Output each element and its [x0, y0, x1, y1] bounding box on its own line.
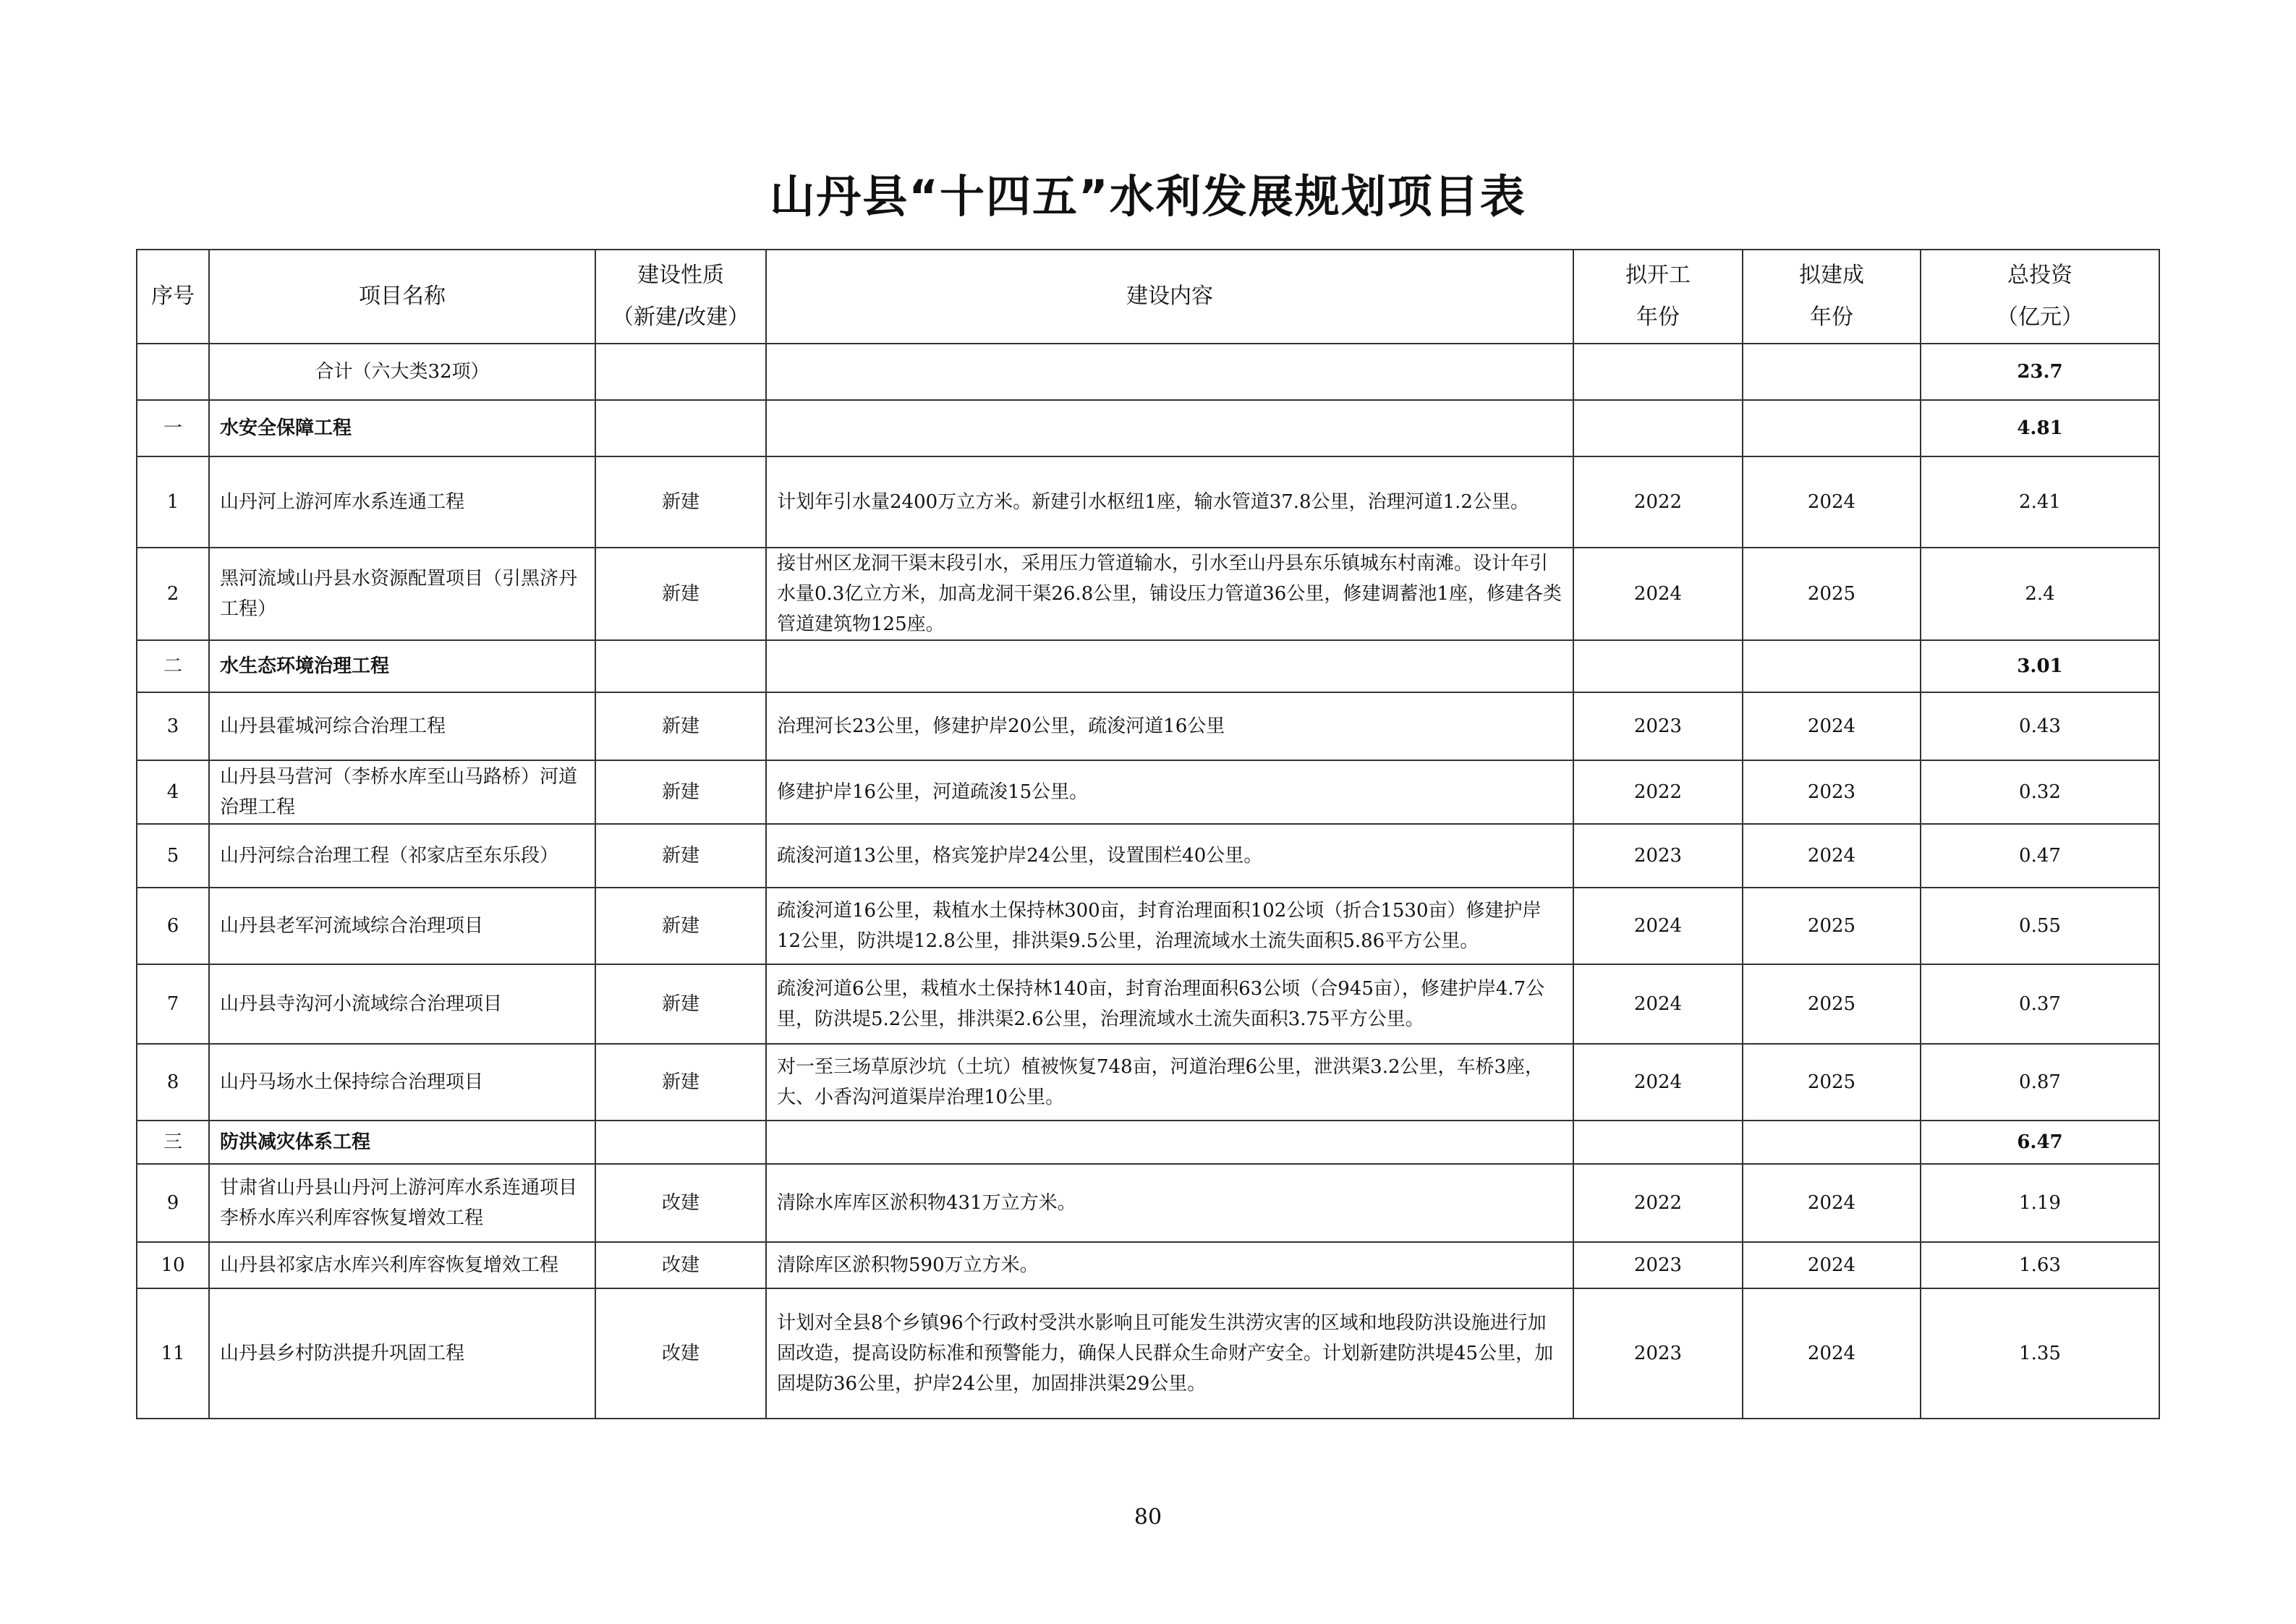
cell-content: 疏浚河道13公里，格宾笼护岸24公里，设置围栏40公里。 [766, 824, 1573, 888]
cell-content: 对一至三场草原沙坑（土坑）植被恢复748亩，河道治理6公里，泄洪渠3.2公里，车桥3座，大、小香沟河道渠岸治理10公里。 [766, 1044, 1573, 1121]
cell-start-year [1573, 344, 1743, 400]
cell-seq: 2 [137, 548, 209, 640]
table-row-total [137, 344, 2159, 400]
table-row-category [137, 1121, 2159, 1164]
cell-name: 山丹县乡村防洪提升巩固工程 [209, 1288, 595, 1419]
header-content: 建设内容 [766, 250, 1573, 344]
cell-nature: 新建 [595, 456, 766, 548]
cell-start-year: 2024 [1573, 1044, 1743, 1121]
cell-start-year [1573, 400, 1743, 456]
cell-seq: 11 [137, 1288, 209, 1419]
cell-start-year: 2024 [1573, 888, 1743, 964]
cell-end-year [1743, 1121, 1921, 1164]
cell-investment: 1.19 [1921, 1164, 2159, 1242]
project-table [136, 249, 2160, 1419]
cell-name: 山丹县霍城河综合治理工程 [209, 692, 595, 760]
cell-nature: 新建 [595, 1044, 766, 1121]
cell-nature: 新建 [595, 964, 766, 1044]
cell-start-year: 2024 [1573, 548, 1743, 640]
cell-end-year: 2024 [1743, 824, 1921, 888]
page-title: 山丹县“十四五”水利发展规划项目表 [770, 170, 1526, 223]
cell-nature [595, 1121, 766, 1164]
cell-seq: 10 [137, 1242, 209, 1288]
table-row [137, 760, 2159, 824]
table-row [137, 888, 2159, 964]
cell-start-year: 2023 [1573, 1242, 1743, 1288]
table-row [137, 1242, 2159, 1288]
cell-start-year: 2022 [1573, 456, 1743, 548]
table-header-row [137, 250, 2159, 344]
cell-nature: 新建 [595, 760, 766, 824]
cell-end-year: 2025 [1743, 548, 1921, 640]
table-row [137, 456, 2159, 548]
cell-name: 甘肃省山丹县山丹河上游河库水系连通项目李桥水库兴利库容恢复增效工程 [209, 1164, 595, 1242]
cell-name: 水安全保障工程 [209, 400, 595, 456]
cell-investment: 2.41 [1921, 456, 2159, 548]
cell-nature: 新建 [595, 692, 766, 760]
header-nature: 建设性质 （新建/改建） [595, 250, 766, 344]
cell-end-year: 2023 [1743, 760, 1921, 824]
cell-start-year: 2024 [1573, 964, 1743, 1044]
cell-seq: 一 [137, 400, 209, 456]
cell-seq: 8 [137, 1044, 209, 1121]
cell-name: 山丹县老军河流域综合治理项目 [209, 888, 595, 964]
cell-content: 计划年引水量2400万立方米。新建引水枢纽1座，输水管道37.8公里，治理河道1.2公里。 [766, 456, 1573, 548]
table-row-category [137, 400, 2159, 456]
cell-start-year: 2023 [1573, 692, 1743, 760]
cell-seq: 二 [137, 640, 209, 692]
table-row [137, 1044, 2159, 1121]
cell-seq: 9 [137, 1164, 209, 1242]
cell-seq: 3 [137, 692, 209, 760]
cell-investment: 0.87 [1921, 1044, 2159, 1121]
cell-nature: 改建 [595, 1288, 766, 1419]
cell-nature: 改建 [595, 1242, 766, 1288]
header-name: 项目名称 [209, 250, 595, 344]
cell-investment: 0.43 [1921, 692, 2159, 760]
cell-investment: 1.63 [1921, 1242, 2159, 1288]
cell-investment: 0.55 [1921, 888, 2159, 964]
cell-name: 合计（六大类32项） [209, 344, 595, 400]
cell-nature: 新建 [595, 548, 766, 640]
cell-name: 水生态环境治理工程 [209, 640, 595, 692]
cell-nature [595, 400, 766, 456]
cell-content [766, 1121, 1573, 1164]
cell-start-year [1573, 640, 1743, 692]
cell-end-year: 2025 [1743, 1044, 1921, 1121]
cell-name: 黑河流域山丹县水资源配置项目（引黑济丹工程） [209, 548, 595, 640]
table-row-category [137, 640, 2159, 692]
cell-investment: 6.47 [1921, 1121, 2159, 1164]
cell-start-year: 2022 [1573, 1164, 1743, 1242]
header-start-year: 拟开工 年份 [1573, 250, 1743, 344]
cell-start-year [1573, 1121, 1743, 1164]
cell-investment: 0.32 [1921, 760, 2159, 824]
cell-name: 山丹河上游河库水系连通工程 [209, 456, 595, 548]
cell-end-year: 2025 [1743, 964, 1921, 1044]
cell-seq: 1 [137, 456, 209, 548]
cell-content [766, 344, 1573, 400]
cell-seq: 4 [137, 760, 209, 824]
cell-start-year: 2022 [1573, 760, 1743, 824]
cell-content: 疏浚河道6公里，栽植水土保持林140亩，封育治理面积63公顷（合945亩），修建护岸4.7公里，防洪堤5.2公里，排洪渠2.6公里，治理流域水土流失面积3.75平方公里。 [766, 964, 1573, 1044]
cell-nature [595, 640, 766, 692]
cell-content: 清除水库库区淤积物431万立方米。 [766, 1164, 1573, 1242]
cell-end-year [1743, 344, 1921, 400]
cell-content [766, 400, 1573, 456]
cell-investment: 3.01 [1921, 640, 2159, 692]
cell-name: 山丹县寺沟河小流域综合治理项目 [209, 964, 595, 1044]
header-end-year: 拟建成 年份 [1743, 250, 1921, 344]
cell-content: 修建护岸16公里，河道疏浚15公里。 [766, 760, 1573, 824]
cell-start-year: 2023 [1573, 824, 1743, 888]
table-row [137, 692, 2159, 760]
cell-name: 山丹马场水土保持综合治理项目 [209, 1044, 595, 1121]
cell-name: 山丹县马营河（李桥水库至山马路桥）河道治理工程 [209, 760, 595, 824]
cell-end-year: 2025 [1743, 888, 1921, 964]
header-seq: 序号 [137, 250, 209, 344]
cell-investment: 0.37 [1921, 964, 2159, 1044]
table-row [137, 824, 2159, 888]
cell-end-year: 2024 [1743, 1242, 1921, 1288]
cell-name: 山丹河综合治理工程（祁家店至东乐段） [209, 824, 595, 888]
cell-end-year [1743, 400, 1921, 456]
cell-nature [595, 344, 766, 400]
cell-name: 山丹县祁家店水库兴利库容恢复增效工程 [209, 1242, 595, 1288]
table-row [137, 964, 2159, 1044]
table-row [137, 548, 2159, 640]
cell-seq [137, 344, 209, 400]
table-row [137, 1164, 2159, 1242]
cell-nature: 新建 [595, 888, 766, 964]
cell-nature: 新建 [595, 824, 766, 888]
cell-seq: 6 [137, 888, 209, 964]
cell-name: 防洪减灾体系工程 [209, 1121, 595, 1164]
cell-investment: 2.4 [1921, 548, 2159, 640]
cell-content: 疏浚河道16公里，栽植水土保持林300亩，封育治理面积102公顷（折合1530亩）修建护岸12公里，防洪堤12.8公里，排洪渠9.5公里，治理流域水土流失面积5.86平方公里。 [766, 888, 1573, 964]
cell-seq: 三 [137, 1121, 209, 1164]
header-investment: 总投资 （亿元） [1921, 250, 2159, 344]
cell-investment: 0.47 [1921, 824, 2159, 888]
cell-nature: 改建 [595, 1164, 766, 1242]
cell-investment: 1.35 [1921, 1288, 2159, 1419]
cell-investment: 4.81 [1921, 400, 2159, 456]
cell-seq: 7 [137, 964, 209, 1044]
cell-end-year: 2024 [1743, 1164, 1921, 1242]
cell-seq: 5 [137, 824, 209, 888]
cell-end-year [1743, 640, 1921, 692]
cell-content [766, 640, 1573, 692]
cell-investment: 23.7 [1921, 344, 2159, 400]
cell-content: 治理河长23公里，修建护岸20公里，疏浚河道16公里 [766, 692, 1573, 760]
table-row [137, 1288, 2159, 1419]
cell-start-year: 2023 [1573, 1288, 1743, 1419]
cell-end-year: 2024 [1743, 456, 1921, 548]
cell-content: 计划对全县8个乡镇96个行政村受洪水影响且可能发生洪涝灾害的区域和地段防洪设施进行加固改造，提高设防标准和预警能力，确保人民群众生命财产安全。计划新建防洪堤45公里，加固堤防36公里，护岸24公里，加固排洪渠29公里。 [766, 1288, 1573, 1419]
page-number: 80 [1134, 1505, 1162, 1530]
cell-content: 接甘州区龙洞干渠末段引水，采用压力管道输水，引水至山丹县东乐镇城东村南滩。设计年引水量0.3亿立方米，加高龙洞干渠26.8公里，铺设压力管道36公里，修建调蓄池1座，修建各类管道建筑物125座。 [766, 548, 1573, 640]
cell-content: 清除库区淤积物590万立方米。 [766, 1242, 1573, 1288]
cell-end-year: 2024 [1743, 692, 1921, 760]
cell-end-year: 2024 [1743, 1288, 1921, 1419]
